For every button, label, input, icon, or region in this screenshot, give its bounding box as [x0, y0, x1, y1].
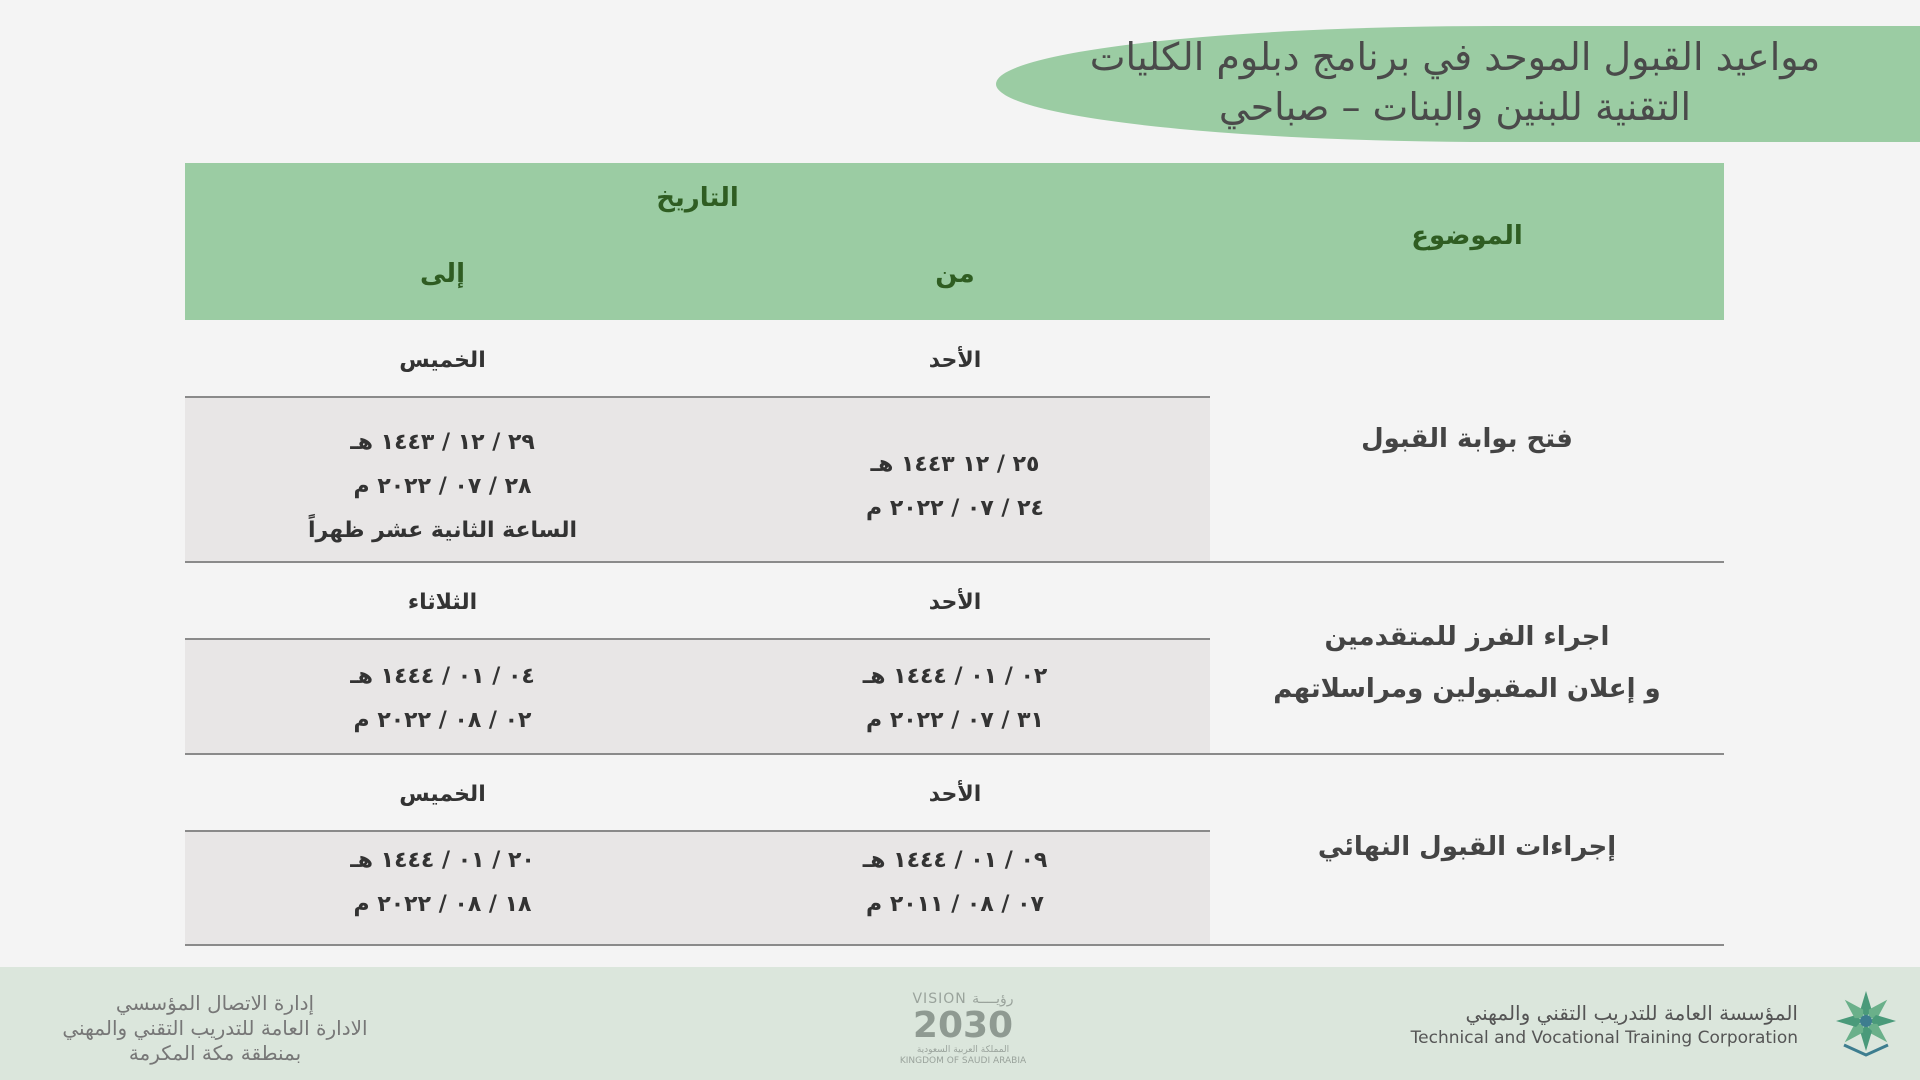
- row1-to-day: الخميس: [399, 348, 486, 373]
- row2-to-dates: [185, 655, 700, 743]
- row1-to-gregorian: ٢٨ / ٠٧ / ٢٠٢٢ م: [353, 474, 532, 499]
- row3-subject: [1210, 821, 1724, 873]
- row3-from-hijri: ٠٩ / ٠١ / ١٤٤٤ هـ: [862, 848, 1048, 873]
- row3-to-dates: [185, 839, 700, 927]
- row3-from-gregorian: ٠٧ / ٠٨ / ٢٠١١ م: [866, 892, 1044, 917]
- table-header: [185, 163, 1724, 320]
- row3-to-hijri: ٢٠ / ٠١ / ١٤٤٤ هـ: [350, 848, 535, 873]
- row2-from-dates: [700, 655, 1210, 743]
- vision-2030-logo: [898, 991, 1028, 1067]
- row1-from-gregorian: ٢٤ / ٠٧ / ٢٠٢٢ م: [866, 496, 1044, 521]
- tvtc-logo-icon: [1830, 987, 1902, 1059]
- row1-to-hijri: ٢٩ / ١٢ / ١٤٤٣ هـ: [350, 430, 535, 455]
- header-from: من: [935, 259, 975, 289]
- footer: [0, 967, 1920, 1080]
- row1-subject: [1210, 413, 1724, 465]
- row1-from-hijri: ٢٥ / ١٢ ١٤٤٣ هـ: [870, 452, 1040, 477]
- header-date: التاريخ: [656, 183, 739, 213]
- row3-divider: [185, 944, 1724, 946]
- row1-from-day: الأحد: [928, 348, 982, 373]
- row2-to-day: الثلاثاء: [407, 590, 478, 615]
- row2-from-hijri: ٠٢ / ٠١ / ١٤٤٤ هـ: [862, 664, 1048, 689]
- row1-to-dates: [185, 421, 700, 553]
- header-subject: الموضوع: [1411, 221, 1523, 251]
- row2-from-day: الأحد: [928, 590, 982, 615]
- row1-day-divider: [185, 396, 1210, 398]
- title-line-1: مواعيد القبول الموحد في برنامج دبلوم الكليات: [1089, 35, 1821, 79]
- row3-from-day: الأحد: [928, 782, 982, 807]
- dept-info: [50, 991, 380, 1066]
- vision-kingdom-en: KINGDOM OF SAUDI ARABIA: [899, 1056, 1027, 1066]
- vision-year: 2030: [912, 1005, 1014, 1046]
- vision-kingdom-ar: المملكة العربية السعودية: [916, 1045, 1010, 1055]
- header-to: إلى: [420, 259, 465, 289]
- org-name: [1411, 1000, 1798, 1050]
- row3-to-gregorian: ١٨ / ٠٨ / ٢٠٢٢ م: [353, 892, 532, 917]
- dept-line-2: الادارة العامة للتدريب التقني والمهني: [62, 1016, 368, 1040]
- row2-subject-line-2: و إعلان المقبولين ومراسلاتهم: [1273, 674, 1661, 704]
- org-name-ar: المؤسسة العامة للتدريب التقني والمهني: [1465, 1001, 1798, 1025]
- row1-subject-line: فتح بوابة القبول: [1361, 424, 1573, 454]
- row2-subject: [1210, 611, 1724, 715]
- row2-from-gregorian: ٣١ / ٠٧ / ٢٠٢٢ م: [866, 708, 1044, 733]
- row1-from-dates: [700, 443, 1210, 531]
- dept-line-3: بمنطقة مكة المكرمة: [128, 1041, 302, 1065]
- vision-en: VISION: [912, 991, 967, 1007]
- vision-ar: رؤيــــة: [972, 991, 1014, 1007]
- row3-day-divider: [185, 830, 1210, 832]
- page-title: [1045, 32, 1865, 132]
- dept-line-1: إدارة الاتصال المؤسسي: [115, 991, 315, 1015]
- row1-divider: [185, 561, 1724, 563]
- row3-to-day: الخميس: [399, 782, 486, 807]
- row3-from-dates: [700, 839, 1210, 927]
- row2-to-gregorian: ٠٢ / ٠٨ / ٢٠٢٢ م: [353, 708, 532, 733]
- title-line-2: التقنية للبنين والبنات – صباحي: [1218, 85, 1692, 129]
- org-name-en: Technical and Vocational Training Corporation: [1410, 1028, 1798, 1048]
- row2-day-divider: [185, 638, 1210, 640]
- row3-subject-line: إجراءات القبول النهائي: [1317, 832, 1617, 862]
- row1-to-time: الساعة الثانية عشر ظهراً: [308, 518, 577, 543]
- row2-divider: [185, 753, 1724, 755]
- row2-subject-line-1: اجراء الفرز للمتقدمين: [1324, 622, 1610, 652]
- row2-to-hijri: ٠٤ / ٠١ / ١٤٤٤ هـ: [350, 664, 535, 689]
